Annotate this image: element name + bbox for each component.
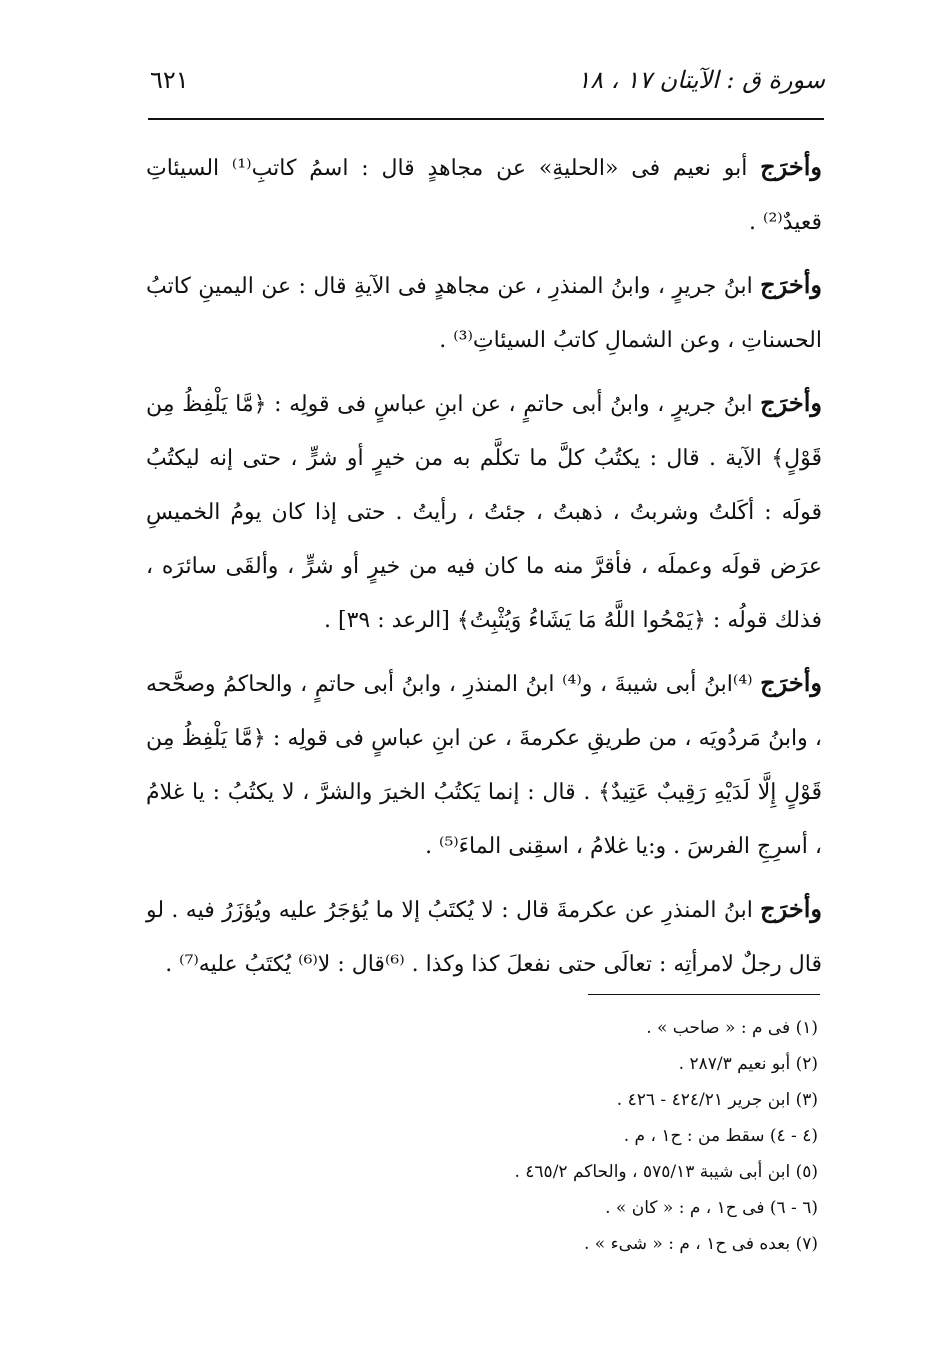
footnote: (٧) بعده فى ح١ ، م : « شىء » . (584, 1234, 818, 1254)
paragraph-lead: وأخرَج (760, 388, 822, 417)
paragraph-text: ابنُ المنذرِ عن عكرمةَ قال : لا يُكتَبُ إلا ما يُؤجَرُ عليه ويُؤزَرُ فيه . لو قال رجلٌ لامرأتِه : تعالَى حتى نفعلَ كذا وكذا . ⁽⁶⁾قال : لا⁽⁶⁾ يُكتَبُ عليه⁽⁷⁾ . (146, 898, 822, 977)
paragraph-text: أبو نعيم فى «الحليةِ» عن مجاهدٍ قال : اسمُ كاتبِ⁽¹⁾ السيئاتِ قعيدٌ⁽²⁾ . (146, 156, 822, 235)
main-text (146, 140, 822, 1000)
footnote: (٥) ابن أبى شيبة ٥٧٥/١٣ ، والحاكم ٤٦٥/٢ . (514, 1162, 818, 1182)
footnote: (١) فى م : « صاحب » . (646, 1018, 818, 1038)
footnote-rule (588, 994, 820, 995)
page-header (150, 66, 825, 106)
paragraph-lead: وأخرَج (760, 270, 822, 299)
footnote: (٢) أبو نعيم ٢٨٧/٣ . (678, 1054, 818, 1074)
paragraph (146, 376, 822, 648)
paragraph (146, 258, 822, 368)
paragraph-lead: وأخرَج (760, 152, 822, 181)
footnote: (٤ - ٤) سقط من : ح١ ، م . (623, 1126, 818, 1146)
page-number: ٦٢١ (150, 66, 189, 94)
paragraph-text: ابنُ جريرٍ ، وابنُ أبى حاتمٍ ، عن ابنِ عباسٍ فى قولِه : ﴿مَّا يَلْفِظُ مِن قَوْلٍ﴾ الآية . قال : يكتُبُ كلَّ ما تكلَّم به من خيرٍ أو شرٍّ ، حتى إنه ليكتُبُ قولَه : أكَلتُ وشربتُ ، ذهبتُ ، جئتُ ، رأيتُ . حتى إذا كان يومُ الخميسِ عرَض قولَه وعملَه ، فأقرَّ منه ما كان فيه من خيرٍ أو شرٍّ ، وألقَى سائرَه ، فذلك قولُه : ﴿يَمْحُوا اللَّهُ مَا يَشَاءُ وَيُثْبِتُ﴾ [الرعد : ٣٩] . (146, 392, 823, 633)
footnotes (318, 1010, 818, 1262)
header-rule (148, 118, 824, 120)
footnote: (٣) ابن جرير ٤٢٤/٢١ - ٤٢٦ . (616, 1090, 818, 1110)
footnote: (٦ - ٦) فى ح١ ، م : « كان » . (605, 1198, 818, 1218)
paragraph-text: ابنُ جريرٍ ، وابنُ المنذرِ ، عن مجاهدٍ فى الآيةِ قال : عن اليمينِ كاتبُ الحسناتِ ، وعن الشمالِ كاتبُ السيئاتِ⁽³⁾ . (146, 274, 822, 353)
paragraph-lead: وأخرَج (760, 894, 822, 923)
paragraph (146, 140, 822, 250)
paragraph-text: ⁽⁴⁾ابنُ أبى شيبةَ ، و⁽⁴⁾ ابنُ المنذرِ ، وابنُ أبى حاتمٍ ، والحاكمُ وصحَّحه ، وابنُ مَردُويَه ، من طريقِ عكرمةَ ، عن ابنِ عباسٍ فى قولِه : ﴿مَّا يَلْفِظُ مِن قَوْلٍ إِلَّا لَدَيْهِ رَقِيبٌ عَتِيدٌ﴾ . قال : إنما يَكتُبُ الخيرَ والشرَّ ، لا يكتُبُ : يا غلامُ ، أسرِجِ الفرسَ . و:يا غلامُ ، اسقِنى الماءَ⁽⁵⁾ . (146, 672, 822, 859)
paragraph (146, 656, 822, 874)
paragraph (146, 882, 822, 992)
running-title: سورة ق : الآيتان ١٧ ، ١٨ (577, 66, 825, 94)
paragraph-lead: وأخرَج (760, 668, 822, 697)
